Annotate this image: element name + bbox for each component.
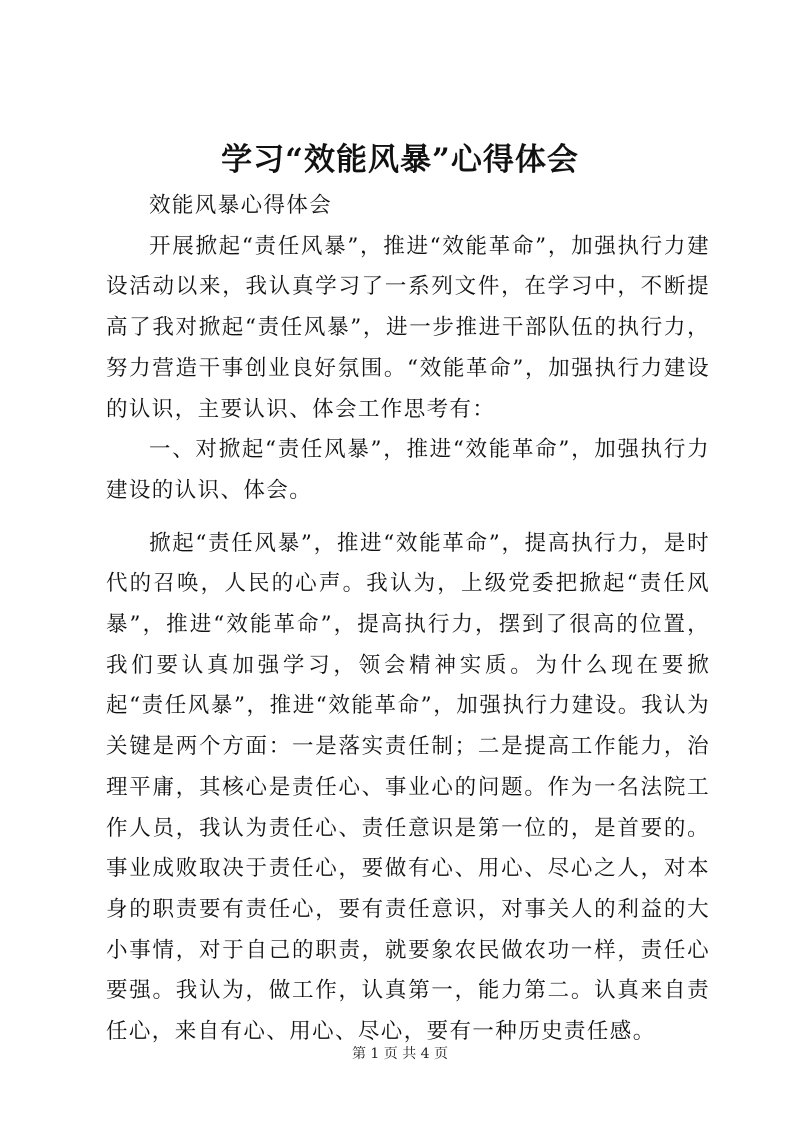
page-footer: 第 1 页 共 4 页: [351, 1046, 449, 1062]
subtitle-paragraph: 效能风暴心得体会: [149, 193, 333, 218]
document-title: 学习“效能风暴”心得体会: [221, 142, 579, 178]
document-body: [106, 186, 710, 1053]
body-paragraph: 掀起“责任风暴”，推进“效能革命”，提高执行力，是时代的召唤，人民的心声。我认为，上级党委把掀起“责任风暴”，推进“效能革命”，提高执行力，摆到了很高的位置，我们要认真加强学习，领会精神实质。为什么现在要掀起“责任风暴”，推进“效能革命”，加强执行力建设。我认为关键是两个方面：一是落实责任制；二是提高工作能力，治理平庸，其核心是责任心、事业心的问题。作为一名法院工作人员，我认为责任心、责任意识是第一位的，是首要的。事业成败取决于责任心，要做有心、用心、尽心之人，对本身的职责要有责任心，要有责任意识，对事关人的利益的大小事情，对于自己的职责，就要象农民做农功一样，责任心要强。我认为，做工作，认真第一，能力第二。认真来自责任心，来自有心、用心、尽心，要有一种历史责任感。: [106, 530, 710, 1045]
body-paragraph: 开展掀起“责任风暴”，推进“效能革命”，加强执行力建设活动以来，我认真学习了一系列文件，在学习中，不断提高了我对掀起“责任风暴”，进一步推进干部队伍的执行力，努力营造干事创业良好氛围。“效能革命”，加强执行力建设的认识，主要认识、体会工作思考有：: [106, 233, 710, 422]
section-heading-paragraph: 一、对掀起“责任风暴”，推进“效能革命”，加强执行力建设的认识、体会。: [106, 437, 710, 503]
